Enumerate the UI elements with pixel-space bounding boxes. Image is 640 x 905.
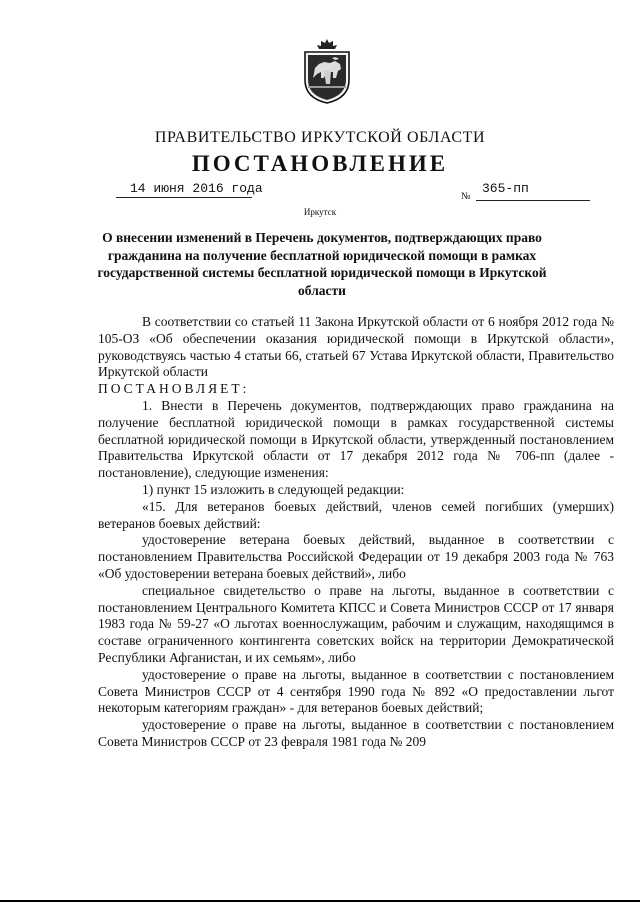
document-type: ПОСТАНОВЛЕНИЕ [191,151,449,176]
document-body [98,314,614,751]
paragraph-subitem-1: 1) пункт 15 изложить в следующей редакции: [142,481,405,497]
paragraph-benefits-1981: удостоверение о праве на льготы, выданное в соответствии с постановлением Совета Министров СССР от 23 февраля 1981 года № 209 [98,717,614,749]
document-number: 365-пп [482,181,529,196]
paragraph-point-15: «15. Для ветеранов боевых действий, членов семей погибших (умерших) ветеранов боевых действий: [98,498,614,531]
paragraph-resolves: ПОСТАНОВЛЯЕТ: [98,381,250,397]
page-bottom-edge [0,900,640,902]
paragraph-special-certificate: специальное свидетельство о праве на льготы, выданное в соответствии с постановлением Центрального Комитета КПСС и Совета Министров СССР от 17 января 1983 года № 59-27 «О льготах военнослужащим, рабочим и служащим, находящимся в составе ограниченного контингента советских войск на территории Демократической Республики Афганистан, и их семьям», либо [98,582,614,665]
number-sign: № [461,191,471,202]
document-date: 14 июня 2016 года [130,181,263,196]
paragraph-benefits-1990: удостоверение о праве на льготы, выданное в соответствии с постановлением Совета Министров СССР от 4 сентября 1990 года № 892 «О предоставлении льгот некоторым категориям граждан» - для ветеранов боевых действий; [98,666,614,716]
coat-of-arms-icon [302,38,352,104]
document-title: О внесении изменений в Перечень документов, подтверждающих право гражданина на получение бесплатной юридической помощи в рамках государственной системы бесплатной юридической помощи в Иркутской области [97,230,547,298]
paragraph-item-1: 1. Внести в Перечень документов, подтверждающих право гражданина на получение бесплатной юридической помощи в рамках государственной системы бесплатной юридической помощи в Иркутской области, утвержденный постановлением Правительства Иркутской области от 17 декабря 2012 года № 706-пп (далее - постановление), следующие изменения: [98,397,614,481]
number-underline [476,200,590,201]
government-name: ПРАВИТЕЛЬСТВО ИРКУТСКОЙ ОБЛАСТИ [154,129,486,146]
city: Иркутск [303,207,337,217]
paragraph-preamble: В соответствии со статьей 11 Закона Иркутской области от 6 ноября 2012 года № 105-ОЗ «Об обеспечении оказания юридической помощи в Иркутской области», руководствуясь частью 4 статьи 66, статьей 67 Устава Иркутской области, Правительство Иркутской области [98,314,614,380]
date-underline [116,197,252,198]
paragraph-veteran-certificate: удостоверение ветерана боевых действий, выданное в соответствии с постановлением Правительства Российской Федерации от 19 декабря 2003 года № 763 «Об удостоверении ветерана боевых действий», либо [98,532,614,581]
